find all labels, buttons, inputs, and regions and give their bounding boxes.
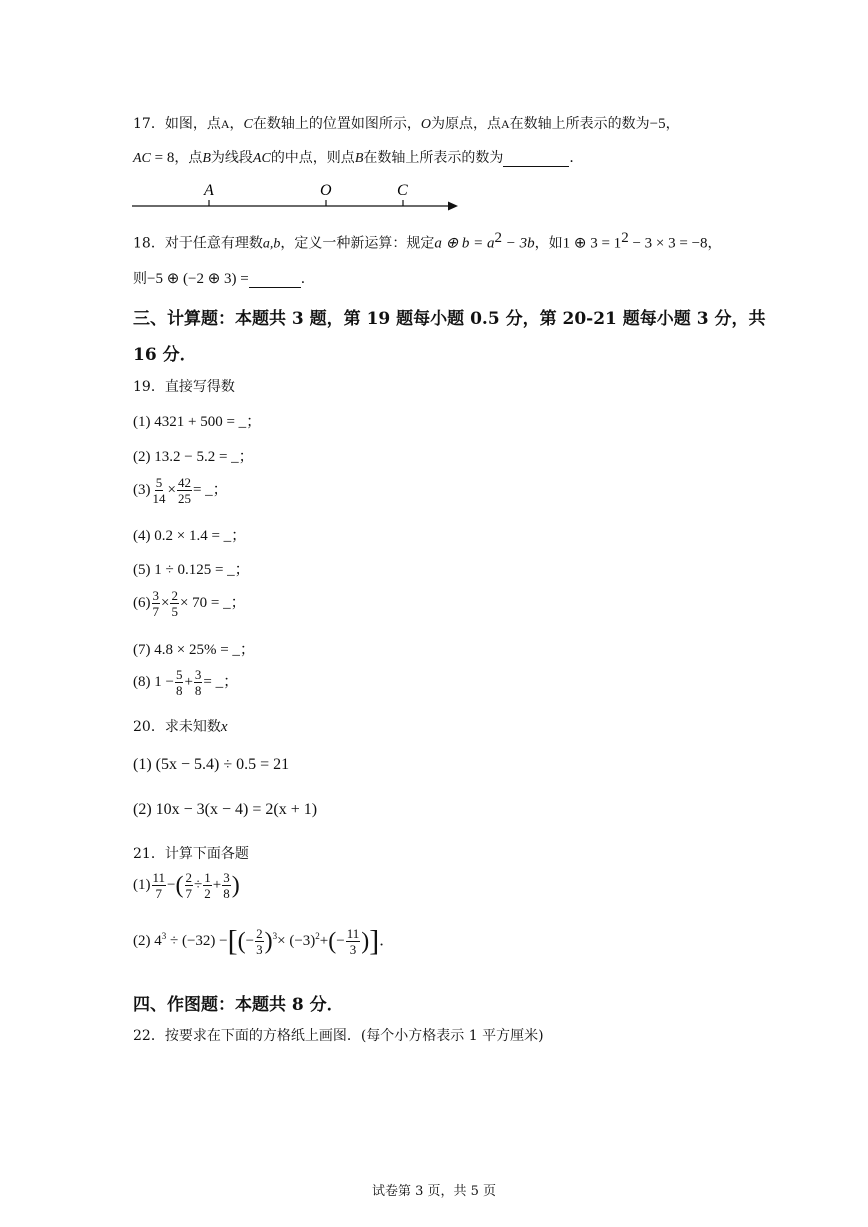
q17-line1: 17．如图，点A，C在数轴上的位置如图所示，O为原点，点A在数轴上所表示的数为−5， [133, 116, 680, 132]
close-paren: ) [264, 928, 273, 955]
q19-item-2: (2) 13.2 − 5.2 = _； [133, 449, 254, 465]
q17-answer-blank [503, 150, 569, 167]
axis-label-o: O [320, 182, 332, 199]
fraction: $\frac{11}{7}$ [152, 870, 166, 901]
q19-item-8: (8) 1 − $\frac{5}{8}$ + $\frac{3}{8}$ = _； [133, 667, 239, 698]
q19-item-4: (4) 0.2 × 1.4 = _； [133, 528, 247, 544]
open-paren: ( [328, 928, 337, 955]
fraction: $\frac{42}{25}$ [177, 475, 191, 506]
q19-item-7: (7) 4.8 × 25% = _； [133, 642, 255, 658]
fraction: $\frac{2}{3}$ [256, 926, 263, 957]
fraction: $\frac{3}{7}$ [152, 588, 159, 619]
fraction: $\frac{5}{14}$ [152, 475, 166, 506]
q19-item-3: (3) $\frac{5}{14}$ × $\frac{42}{25}$ = _； [133, 475, 228, 506]
q21-item-1: (1) $\frac{11}{7}$ −( $\frac{2}{7}$ ÷ $\frac{1}{2}$ + $\frac{3}{8}$ ) [133, 870, 240, 901]
fraction: $\frac{5}{8}$ [175, 667, 183, 698]
q19-title: 19．直接写得数 [133, 379, 235, 395]
q18-line1: 18．对于任意有理数a,b，定义一种新运算：规定a ⊕ $b = a^2 - 3b$，如1 ⊕ $3 = 1^2 - 3 \times 3 = -8$， [133, 230, 722, 252]
fraction: $\frac{1}{2}$ [204, 870, 211, 901]
fraction: $\frac{2}{7}$ [185, 870, 192, 901]
fraction: $\frac{11}{3}$ [346, 926, 360, 957]
section4-title: 四、作图题：本题共 8 分． [133, 995, 344, 1015]
section3-title-line2: 16 分． [133, 345, 197, 365]
q21-title: 21．计算下面各题 [133, 846, 249, 862]
open-bracket: [ [227, 924, 238, 958]
fraction: $\frac{3}{8}$ [194, 667, 202, 698]
axis-label-a: A [204, 182, 214, 199]
fraction: $\frac{3}{8}$ [223, 870, 230, 901]
close-bracket: ] [369, 924, 380, 958]
axis-label-c: C [397, 182, 408, 199]
q22-text: 22．按要求在下面的方格纸上画图．(每个小方格表示 1 平方厘米) [133, 1028, 544, 1044]
q20-title: 20．求未知数x [133, 719, 228, 735]
fraction: $\frac{2}{5}$ [171, 588, 178, 619]
q17-line2: AC = 8，点B为线段AC的中点，则点B在数轴上所表示的数为 ． [133, 150, 584, 166]
q20-item-1: (1) (5x − 5.4) ÷ 0.5 = 21 [133, 756, 290, 773]
page-footer: 试卷第 3 页，共 5 页 [371, 1184, 497, 1199]
number-line [130, 180, 460, 214]
close-paren: ) [361, 928, 370, 955]
open-paren: ( [175, 872, 184, 899]
q21-item-2: (2) $4^3 \div (-32)$ −[(− $\frac{2}{3}$ )$^3\times (-3)^2+(-$ $\frac{11}{3}$ )]． [133, 924, 395, 958]
section3-title-line1: 三、计算题：本题共 3 题，第 19 题每小题 0.5 分，第 20-21 题每小题 3 分，共 [133, 309, 766, 329]
q19-item-5: (5) 1 ÷ 0.125 = _； [133, 562, 250, 578]
q18-line2: 则−5 ⊕ (−2 ⊕ 3) = ． [133, 271, 315, 287]
q19-item-6: (6) $\frac{3}{7}$ × $\frac{2}{5}$ × 70 = _； [133, 588, 246, 619]
q18-answer-blank [249, 271, 301, 288]
close-paren: ) [231, 872, 240, 899]
q19-item-1: (1) 4321 + 500 = _； [133, 414, 262, 430]
open-paren: ( [237, 928, 246, 955]
q20-item-2: (2) 10x − 3(x − 4) = 2(x + 1) [133, 801, 318, 818]
